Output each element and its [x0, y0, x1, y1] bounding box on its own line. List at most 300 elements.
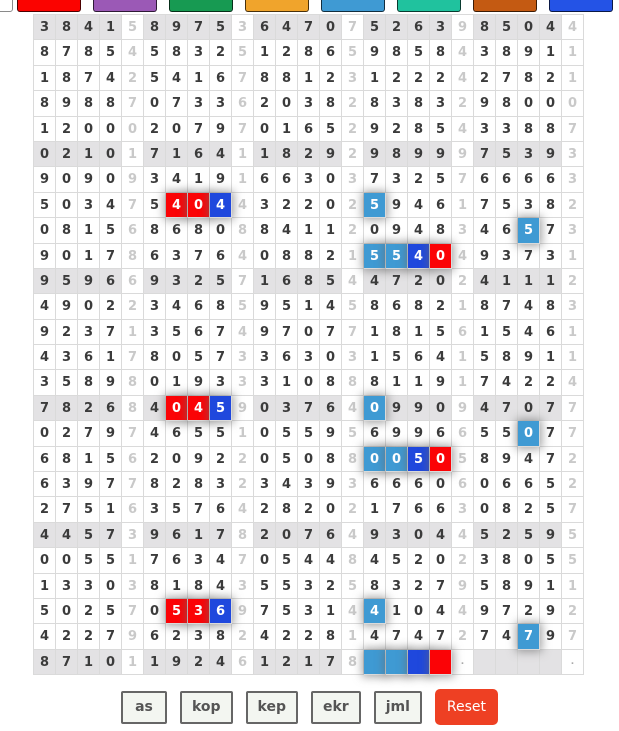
tab-green[interactable] — [169, 0, 233, 12]
grid-cell: 3 — [298, 599, 320, 624]
reset-button[interactable]: Reset — [435, 689, 498, 725]
grid-cell: 9 — [188, 447, 210, 472]
grid-cell: 8 — [144, 472, 166, 497]
grid-cell: 0 — [166, 117, 188, 142]
grid-cell: 3 — [34, 15, 56, 40]
grid-cell: 4 — [276, 15, 298, 40]
grid-cell: 6 — [408, 15, 430, 40]
grid-cell: 7 — [34, 396, 56, 421]
grid-cell: 0 — [518, 15, 540, 40]
grid-cell: 5 — [144, 193, 166, 218]
grid-cell: 7 — [496, 294, 518, 319]
grid-cell: 8 — [408, 294, 430, 319]
grid-cell: 0 — [518, 421, 540, 446]
grid-cell: 2 — [562, 447, 584, 472]
grid-cell: 8 — [144, 574, 166, 599]
grid-cell: 4 — [232, 244, 254, 269]
grid-cell: 8 — [34, 40, 56, 65]
grid-cell: 7 — [320, 650, 342, 675]
grid-cell: 7 — [122, 421, 144, 446]
grid-cell: 2 — [342, 193, 364, 218]
grid-cell: 1 — [496, 269, 518, 294]
grid-cell: 0 — [298, 370, 320, 395]
grid-cell: 1 — [342, 244, 364, 269]
grid-cell: 5 — [78, 523, 100, 548]
grid-cell: 6 — [166, 218, 188, 243]
grid-cell: 7 — [562, 421, 584, 446]
grid-cell: 2 — [430, 294, 452, 319]
grid-cell: 5 — [276, 574, 298, 599]
grid-cell: 3 — [276, 396, 298, 421]
grid-cell: 4 — [210, 574, 232, 599]
grid-cell: 4 — [144, 396, 166, 421]
grid-cell: 2 — [144, 117, 166, 142]
grid-cell: 6 — [188, 320, 210, 345]
grid-cell: 4 — [430, 523, 452, 548]
grid-cell: 2 — [210, 447, 232, 472]
grid-cell: 6 — [232, 650, 254, 675]
grid-cell: 2 — [562, 193, 584, 218]
tab-rust[interactable] — [473, 0, 537, 12]
grid-cell: 5 — [408, 447, 430, 472]
grid-cell: 0 — [254, 244, 276, 269]
grid-cell: 6 — [276, 269, 298, 294]
grid-cell: 3 — [342, 345, 364, 370]
grid-cell: 9 — [78, 269, 100, 294]
grid-cell: 6 — [188, 294, 210, 319]
grid-cell: 0 — [430, 269, 452, 294]
grid-cell: 5 — [166, 497, 188, 522]
grid-cell: 6 — [210, 244, 232, 269]
tab-red[interactable] — [17, 0, 81, 12]
grid-cell: 2 — [254, 497, 276, 522]
grid-cell: 5 — [342, 421, 364, 446]
grid-cell: 6 — [320, 40, 342, 65]
grid-cell: 5 — [496, 421, 518, 446]
grid-cell: 7 — [452, 167, 474, 192]
grid-cell: 8 — [276, 66, 298, 91]
grid-cell: 4 — [496, 624, 518, 649]
grid-cell: 6 — [452, 472, 474, 497]
grid-cell: 0 — [56, 193, 78, 218]
grid-cell: 1 — [254, 650, 276, 675]
grid-cell: 4 — [452, 523, 474, 548]
grid-cell: 8 — [298, 40, 320, 65]
grid-cell: 5 — [496, 142, 518, 167]
grid-cell: 0 — [100, 574, 122, 599]
grid-cell — [496, 650, 518, 675]
grid-cell: 3 — [474, 117, 496, 142]
grid-cell: 1 — [254, 142, 276, 167]
grid-cell: 7 — [56, 650, 78, 675]
grid-cell: 9 — [210, 167, 232, 192]
grid-cell: 4 — [430, 599, 452, 624]
grid-cell: 8 — [364, 294, 386, 319]
grid-cell: 2 — [518, 370, 540, 395]
grid-cell: 7 — [474, 624, 496, 649]
grid-cell: 8 — [496, 91, 518, 116]
grid-cell: 5 — [100, 40, 122, 65]
grid-cell: 5 — [56, 269, 78, 294]
grid-cell: 7 — [188, 15, 210, 40]
grid-cell: 8 — [540, 193, 562, 218]
grid-cell: 2 — [122, 66, 144, 91]
grid-cell: 2 — [540, 370, 562, 395]
grid-cell: 0 — [408, 523, 430, 548]
grid-cell: 8 — [210, 294, 232, 319]
grid-cell: 3 — [34, 370, 56, 395]
grid-cell: 4 — [342, 396, 364, 421]
grid-cell: 1 — [298, 66, 320, 91]
grid-cell: 0 — [320, 345, 342, 370]
grid-cell — [430, 650, 452, 675]
grid-cell: 0 — [100, 117, 122, 142]
grid-cell: 1 — [254, 40, 276, 65]
grid-cell: 3 — [496, 117, 518, 142]
grid-cell: 0 — [254, 447, 276, 472]
grid-cell: 8 — [364, 370, 386, 395]
grid-cell: 3 — [562, 167, 584, 192]
grid-cell: 2 — [562, 599, 584, 624]
grid-cell: 7 — [78, 421, 100, 446]
grid-cell: 0 — [518, 396, 540, 421]
grid-cell: 7 — [496, 396, 518, 421]
grid-cell: 8 — [320, 370, 342, 395]
grid-cell: 9 — [188, 370, 210, 395]
grid-cell: 4 — [364, 624, 386, 649]
grid-cell: 1 — [100, 15, 122, 40]
grid-cell: 7 — [100, 624, 122, 649]
grid-cell: 7 — [100, 320, 122, 345]
as-button[interactable]: as — [121, 691, 167, 724]
grid-cell: 4 — [100, 66, 122, 91]
grid-cell: 3 — [298, 167, 320, 192]
grid-cell: 1 — [34, 574, 56, 599]
grid-cell: 3 — [540, 244, 562, 269]
grid-cell: 3 — [188, 599, 210, 624]
grid-cell: 3 — [452, 497, 474, 522]
grid-cell: 1 — [232, 421, 254, 446]
grid-cell: 2 — [430, 66, 452, 91]
grid-cell: 5 — [320, 117, 342, 142]
grid-cell: 3 — [518, 142, 540, 167]
grid-cell: 3 — [518, 193, 540, 218]
grid-cell: 5 — [430, 320, 452, 345]
grid-cell: 5 — [254, 574, 276, 599]
kop-button[interactable]: kop — [180, 691, 233, 724]
grid-cell: 1 — [452, 370, 474, 395]
grid-cell: 7 — [386, 497, 408, 522]
grid-cell: 1 — [364, 345, 386, 370]
grid-cell: 1 — [364, 320, 386, 345]
grid-cell: 9 — [320, 421, 342, 446]
grid-cell: 4 — [166, 193, 188, 218]
grid-cell: 3 — [232, 370, 254, 395]
grid-cell: 6 — [232, 91, 254, 116]
grid-cell: 2 — [56, 624, 78, 649]
grid-cell: 9 — [232, 396, 254, 421]
grid-cell: 6 — [166, 421, 188, 446]
grid-cell: 5 — [298, 421, 320, 446]
grid-cell: 2 — [210, 40, 232, 65]
grid-cell: 8 — [122, 396, 144, 421]
grid-cell: 1 — [78, 218, 100, 243]
tab-purple[interactable] — [93, 0, 157, 12]
grid-cell: 6 — [364, 421, 386, 446]
grid-cell: 8 — [56, 218, 78, 243]
grid-cell: 4 — [254, 624, 276, 649]
grid-cell: 7 — [210, 523, 232, 548]
tab-teal[interactable] — [397, 0, 461, 12]
grid-cell: 1 — [364, 66, 386, 91]
grid-cell: 3 — [122, 523, 144, 548]
grid-cell: 7 — [78, 66, 100, 91]
grid-cell: 4 — [562, 15, 584, 40]
grid-cell: 8 — [320, 624, 342, 649]
grid-cell: 5 — [474, 523, 496, 548]
grid-cell: 0 — [166, 345, 188, 370]
grid-cell: 5 — [276, 548, 298, 573]
grid-cell: 0 — [298, 447, 320, 472]
grid-cell: 5 — [210, 15, 232, 40]
grid-cell: 7 — [430, 624, 452, 649]
grid-cell: 1 — [122, 548, 144, 573]
grid-cell: 6 — [496, 218, 518, 243]
tab-light-blue[interactable] — [321, 0, 385, 12]
ekr-button[interactable]: ekr — [311, 691, 361, 724]
grid-cell: 2 — [232, 624, 254, 649]
grid-cell: 3 — [342, 66, 364, 91]
grid-cell: 7 — [100, 523, 122, 548]
grid-cell: 5 — [562, 523, 584, 548]
grid-cell: 3 — [122, 574, 144, 599]
grid-cell: 9 — [474, 91, 496, 116]
grid-cell: 5 — [34, 193, 56, 218]
grid-cell: 7 — [100, 472, 122, 497]
grid-cell: 7 — [320, 320, 342, 345]
grid-cell: 4 — [452, 244, 474, 269]
grid-cell: 0 — [34, 142, 56, 167]
grid-cell: 6 — [166, 523, 188, 548]
tab-orange[interactable] — [245, 0, 309, 12]
grid-cell: 9 — [408, 421, 430, 446]
grid-cell: 7 — [562, 624, 584, 649]
grid-cell: 8 — [34, 91, 56, 116]
grid-cell: 9 — [364, 117, 386, 142]
jml-button[interactable]: jml — [374, 691, 422, 724]
grid-cell: 5 — [100, 218, 122, 243]
grid-cell: 8 — [518, 66, 540, 91]
grid-cell: 6 — [276, 345, 298, 370]
grid-cell: 3 — [56, 472, 78, 497]
grid-cell: 2 — [188, 650, 210, 675]
grid-cell: 9 — [386, 396, 408, 421]
kep-button[interactable]: kep — [246, 691, 298, 724]
grid-cell: 4 — [276, 472, 298, 497]
grid-cell: 1 — [144, 650, 166, 675]
grid-cell: 0 — [562, 91, 584, 116]
grid-cell: 3 — [298, 345, 320, 370]
grid-cell: 0 — [254, 396, 276, 421]
grid-cell: 0 — [320, 497, 342, 522]
grid-cell: 5 — [78, 548, 100, 573]
grid-cell: 7 — [298, 523, 320, 548]
grid-cell: 2 — [562, 472, 584, 497]
grid-cell: 4 — [408, 624, 430, 649]
grid-cell: 5 — [34, 599, 56, 624]
grid-cell: 2 — [56, 421, 78, 446]
grid-cell: 0 — [100, 167, 122, 192]
grid-cell: 7 — [232, 66, 254, 91]
grid-cell: 3 — [166, 244, 188, 269]
grid-cell: 8 — [188, 574, 210, 599]
grid-cell: 6 — [386, 472, 408, 497]
grid-cell: 5 — [320, 269, 342, 294]
grid-cell: 1 — [540, 269, 562, 294]
grid-cell: 8 — [34, 650, 56, 675]
grid-cell: 7 — [188, 117, 210, 142]
grid-cell: 4 — [430, 345, 452, 370]
grid-cell: 2 — [408, 574, 430, 599]
grid-cell: 2 — [298, 142, 320, 167]
grid-cell: 8 — [474, 294, 496, 319]
grid-cell: 7 — [540, 218, 562, 243]
grid-cell: 4 — [474, 269, 496, 294]
grid-cell: 8 — [144, 15, 166, 40]
grid-cell: 6 — [408, 345, 430, 370]
grid-cell: 5 — [342, 574, 364, 599]
grid-cell: 8 — [122, 244, 144, 269]
grid-cell: 7 — [122, 599, 144, 624]
grid-cell: 7 — [562, 117, 584, 142]
grid-cell — [408, 650, 430, 675]
grid-cell: 7 — [56, 497, 78, 522]
grid-cell: 2 — [166, 624, 188, 649]
grid-cell: 6 — [144, 624, 166, 649]
grid-cell: 2 — [56, 142, 78, 167]
grid-cell: 1 — [188, 523, 210, 548]
grid-cell: 3 — [210, 472, 232, 497]
grid-cell: 6 — [496, 167, 518, 192]
grid-cell: 9 — [166, 15, 188, 40]
grid-cell: 6 — [166, 548, 188, 573]
grid-cell: 1 — [562, 244, 584, 269]
grid-cell: 9 — [320, 142, 342, 167]
grid-cell: 5 — [276, 599, 298, 624]
grid-cell: 0 — [144, 599, 166, 624]
grid-cell: 4 — [232, 497, 254, 522]
grid-cell: 1 — [254, 269, 276, 294]
grid-cell: 6 — [122, 497, 144, 522]
grid-cell: 0 — [34, 218, 56, 243]
grid-cell: 2 — [78, 624, 100, 649]
grid-cell: 6 — [452, 421, 474, 446]
grid-cell: 2 — [232, 472, 254, 497]
grid-cell: 1 — [78, 447, 100, 472]
grid-cell: 3 — [474, 40, 496, 65]
grid-cell: 9 — [34, 269, 56, 294]
grid-cell: 6 — [430, 193, 452, 218]
grid-cell: 8 — [78, 40, 100, 65]
grid-cell: 1 — [232, 167, 254, 192]
grid-cell: 7 — [122, 91, 144, 116]
grid-cell: 5 — [474, 421, 496, 446]
grid-cell: 9 — [496, 447, 518, 472]
grid-cell: 7 — [254, 599, 276, 624]
grid-cell: 9 — [254, 294, 276, 319]
grid-cell: 1 — [166, 142, 188, 167]
grid-cell: 6 — [144, 244, 166, 269]
grid-cell: 6 — [122, 218, 144, 243]
grid-cell: 7 — [56, 40, 78, 65]
grid-cell: 1 — [562, 574, 584, 599]
grid-cell — [518, 650, 540, 675]
grid-cell: 2 — [452, 624, 474, 649]
grid-cell: 5 — [144, 66, 166, 91]
grid-cell: 2 — [540, 66, 562, 91]
grid-cell: 2 — [188, 269, 210, 294]
grid-cell: 6 — [540, 167, 562, 192]
grid-cell: 1 — [166, 370, 188, 395]
grid-cell: 1 — [540, 345, 562, 370]
grid-cell: 6 — [210, 599, 232, 624]
grid-cell: 0 — [320, 15, 342, 40]
grid-cell: 7 — [540, 421, 562, 446]
grid-cell: 2 — [78, 599, 100, 624]
grid-cell: 3 — [188, 624, 210, 649]
grid-cell: 3 — [562, 218, 584, 243]
grid-cell: 5 — [166, 599, 188, 624]
grid-cell: 1 — [540, 40, 562, 65]
grid-cell: 2 — [408, 66, 430, 91]
grid-cell: 9 — [78, 167, 100, 192]
grid-cell: 6 — [34, 447, 56, 472]
grid-cell: 7 — [232, 269, 254, 294]
grid-cell: 3 — [144, 294, 166, 319]
grid-cell: 4 — [232, 320, 254, 345]
grid-cell: 3 — [232, 15, 254, 40]
partial-white-button[interactable] — [0, 0, 13, 12]
grid-cell: 6 — [540, 320, 562, 345]
grid-cell: 8 — [254, 66, 276, 91]
grid-cell: 5 — [144, 40, 166, 65]
grid-cell: 2 — [562, 269, 584, 294]
grid-cell: 0 — [430, 244, 452, 269]
grid-cell: 9 — [364, 142, 386, 167]
grid-cell: 1 — [452, 294, 474, 319]
grid-cell: 6 — [254, 167, 276, 192]
grid-cell: 5 — [562, 548, 584, 573]
grid-cell: 5 — [364, 193, 386, 218]
grid-cell: 5 — [408, 40, 430, 65]
grid-cell: 7 — [562, 497, 584, 522]
grid-cell: 7 — [540, 396, 562, 421]
grid-cell: 4 — [408, 244, 430, 269]
grid-cell: 1 — [540, 574, 562, 599]
grid-cell: 3 — [56, 574, 78, 599]
grid-cell: 7 — [540, 447, 562, 472]
grid-cell: 4 — [166, 167, 188, 192]
grid-cell: 7 — [518, 624, 540, 649]
grid-cell: 0 — [408, 599, 430, 624]
grid-cell: 8 — [540, 117, 562, 142]
grid-cell: 4 — [188, 396, 210, 421]
tab-blue[interactable] — [549, 0, 613, 12]
grid-cell — [386, 650, 408, 675]
grid-cell: 1 — [298, 218, 320, 243]
grid-cell: 6 — [320, 523, 342, 548]
grid-cell: 8 — [56, 66, 78, 91]
